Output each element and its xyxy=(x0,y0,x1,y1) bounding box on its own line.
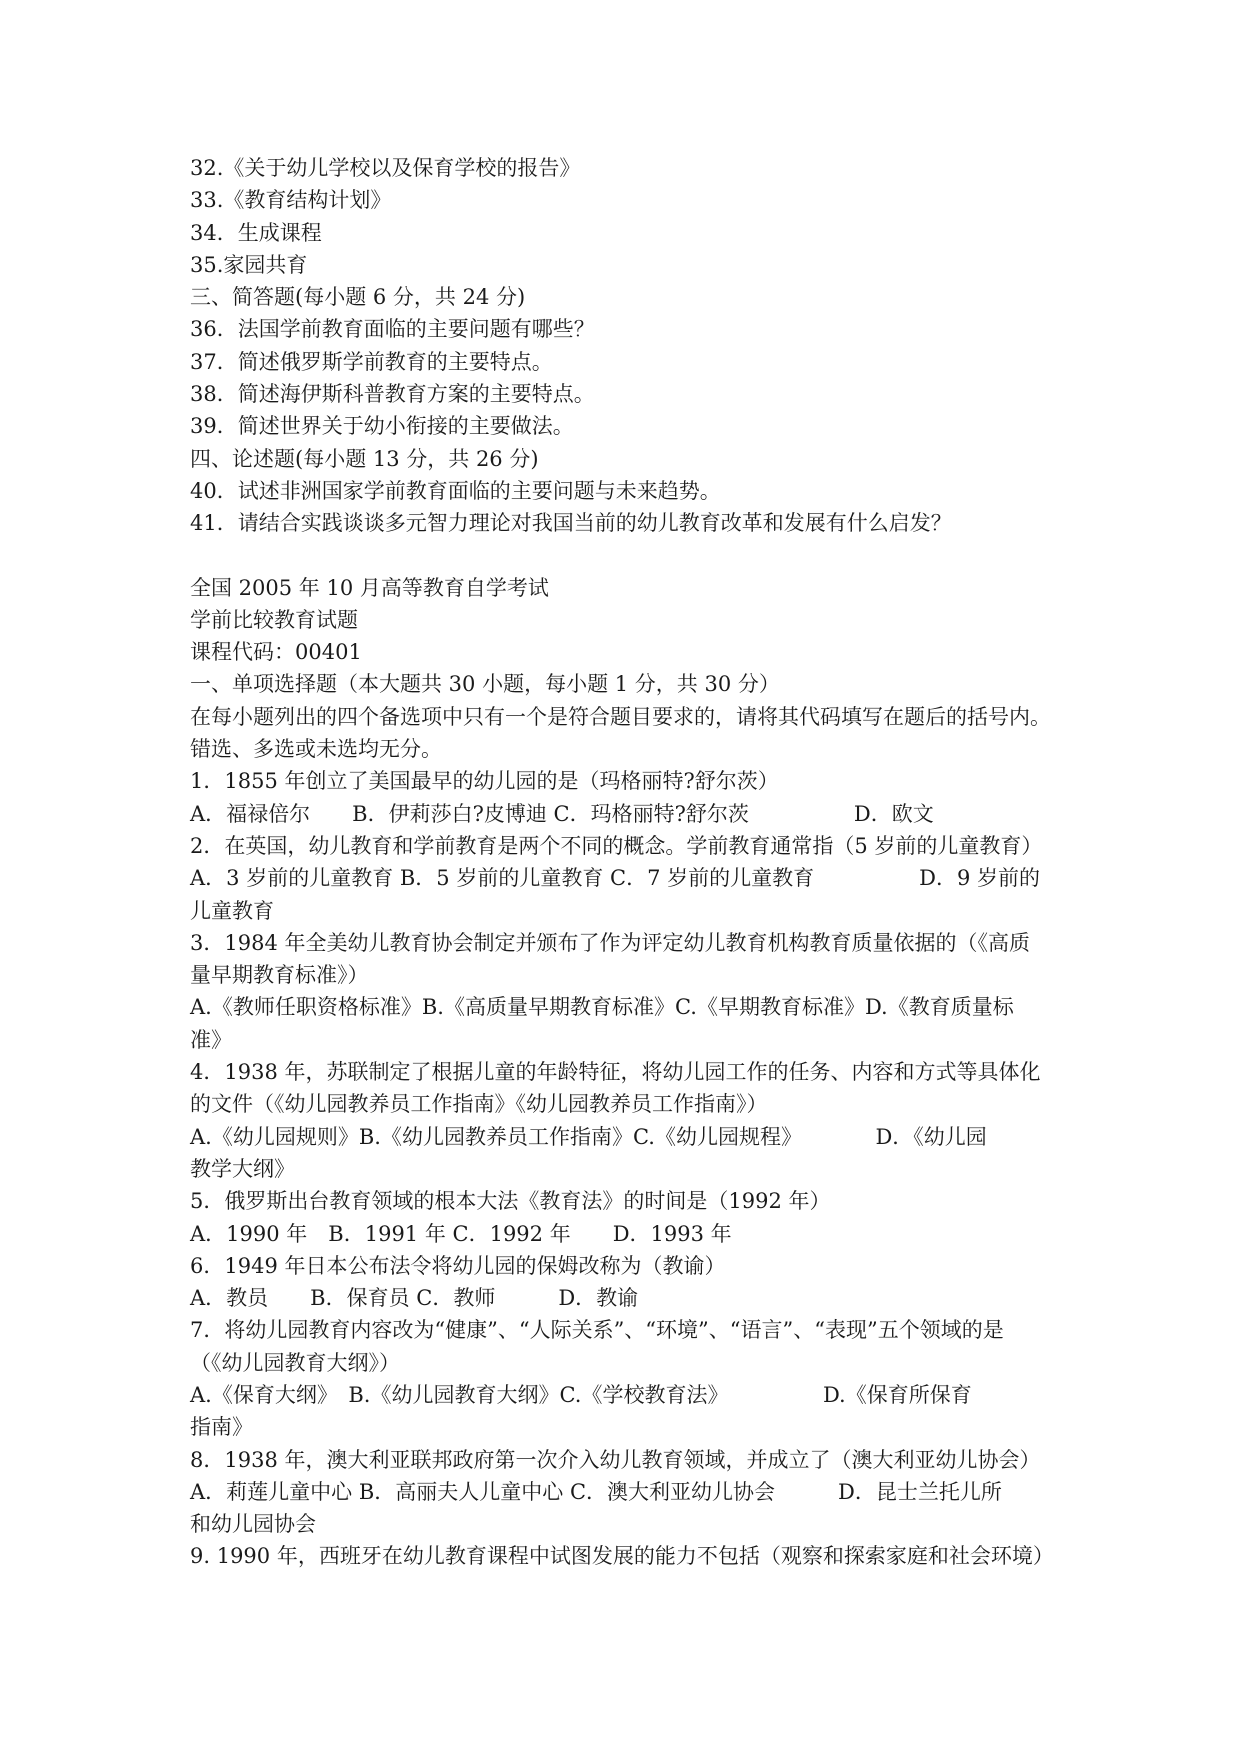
term-question-32: 32.《关于幼儿学校以及保育学校的报告》 xyxy=(190,156,581,180)
question-7: 7．将幼儿园教育内容改为“健康”、“人际关系”、“环境”、“语言”、“表现”五个领域的是 xyxy=(190,1318,1004,1343)
question-3-options-cont: 准》 xyxy=(190,1027,232,1052)
term-question-34: 34．生成课程 xyxy=(190,220,322,245)
question-9: 9. 1990 年，西班牙在幼儿教育课程中试图发展的能力不包括（观察和探索家庭和社会环境） xyxy=(190,1544,1054,1569)
exam-questions-continued xyxy=(190,152,1121,540)
section-heading-short-answer: 三、简答题(每小题 6 分，共 24 分) xyxy=(190,285,526,310)
essay-question-41: 41．请结合实践谈谈多元智力理论对我国当前的幼儿教育改革和发展有什么启发？ xyxy=(190,511,952,536)
exam-2005-october xyxy=(190,572,1121,1573)
instructions-line-2: 错选、多选或未选均无分。 xyxy=(190,737,442,762)
question-8-options: A．莉莲儿童中心 B．高丽夫人儿童中心 C．澳大利亚幼儿协会 D．昆士兰托儿所 xyxy=(190,1479,1002,1504)
question-7-options-cont: 指南》 xyxy=(190,1415,253,1440)
short-answer-question-38: 38．简述海伊斯科普教育方案的主要特点。 xyxy=(190,382,595,407)
question-1-options: A．福禄倍尔 B．伊莉莎白?皮博迪 C．玛格丽特?舒尔茨 D．欧文 xyxy=(190,801,934,826)
short-answer-question-39: 39．简述世界关于幼小衔接的主要做法。 xyxy=(190,414,574,439)
instructions-line-1: 在每小题列出的四个备选项中只有一个是符合题目要求的，请将其代码填写在题后的括号内。 xyxy=(190,704,1051,729)
question-6-options: A．教员 B．保育员 C．教师 D．教谕 xyxy=(190,1286,639,1311)
section-heading-multiple-choice: 一、单项选择题（本大题共 30 小题，每小题 1 分，共 30 分） xyxy=(190,672,780,697)
question-7-cont: （《幼儿园教育大纲》） xyxy=(190,1350,400,1375)
question-7-options: A.《保育大纲》 B.《幼儿园教育大纲》C.《学校教育法》 D.《保育所保育 xyxy=(190,1382,972,1407)
exam-title: 全国 2005 年 10 月高等教育自学考试 xyxy=(190,575,549,600)
question-4-options: A.《幼儿园规则》B.《幼儿园教养员工作指南》C.《幼儿园规程》 D．《幼儿园 xyxy=(190,1124,987,1149)
question-1: 1．1855 年创立了美国最早的幼儿园的是（玛格丽特?舒尔茨） xyxy=(190,769,779,794)
question-2: 2．在英国，幼儿教育和学前教育是两个不同的概念。学前教育通常指（5 岁前的儿童教育） xyxy=(190,833,1043,858)
question-4-cont: 的文件（《幼儿园教养员工作指南》《幼儿园教养员工作指南》） xyxy=(190,1092,768,1117)
short-answer-question-36: 36．法国学前教育面临的主要问题有哪些？ xyxy=(190,317,595,342)
question-3: 3．1984 年全美幼儿教育协会制定并颁布了作为评定幼儿教育机构教育质量依据的（《高质 xyxy=(190,930,1030,955)
section-spacer xyxy=(190,540,1121,572)
question-8-options-cont: 和幼儿园协会 xyxy=(190,1512,316,1537)
question-5-options: A．1990 年 B．1991 年 C．1992 年 D．1993 年 xyxy=(190,1221,732,1246)
exam-subject: 学前比较教育试题 xyxy=(190,607,358,632)
question-2-options: A．3 岁前的儿童教育 B．5 岁前的儿童教育 C．7 岁前的儿童教育 D．9 岁前的 xyxy=(190,866,1040,891)
term-question-35: 35.家园共育 xyxy=(190,252,308,277)
question-3-options: A.《教师任职资格标准》B.《高质量早期教育标准》C.《早期教育标准》D.《教育质量标 xyxy=(190,995,1014,1020)
essay-question-40: 40．试述非洲国家学前教育面临的主要问题与未来趋势。 xyxy=(190,478,721,503)
short-answer-question-37: 37．简述俄罗斯学前教育的主要特点。 xyxy=(190,349,553,374)
question-8: 8．1938 年，澳大利亚联邦政府第一次介入幼儿教育领域，并成立了（澳大利亚幼儿协会） xyxy=(190,1447,1041,1472)
question-4: 4．1938 年，苏联制定了根据儿童的年龄特征，将幼儿园工作的任务、内容和方式等具体化 xyxy=(190,1060,1041,1085)
question-5: 5．俄罗斯出台教育领域的根本大法《教育法》的时间是（1992 年） xyxy=(190,1189,831,1214)
term-question-33: 33.《教育结构计划》 xyxy=(190,188,392,213)
question-3-cont: 量早期教育标准》） xyxy=(190,963,369,988)
section-heading-essay: 四、论述题(每小题 13 分，共 26 分) xyxy=(190,446,539,471)
question-6: 6．1949 年日本公布法令将幼儿园的保姆改称为（教谕） xyxy=(190,1253,726,1278)
question-4-options-cont: 教学大纲》 xyxy=(190,1156,295,1181)
question-2-options-cont: 儿童教育 xyxy=(190,898,274,923)
course-code: 课程代码：00401 xyxy=(190,640,362,665)
